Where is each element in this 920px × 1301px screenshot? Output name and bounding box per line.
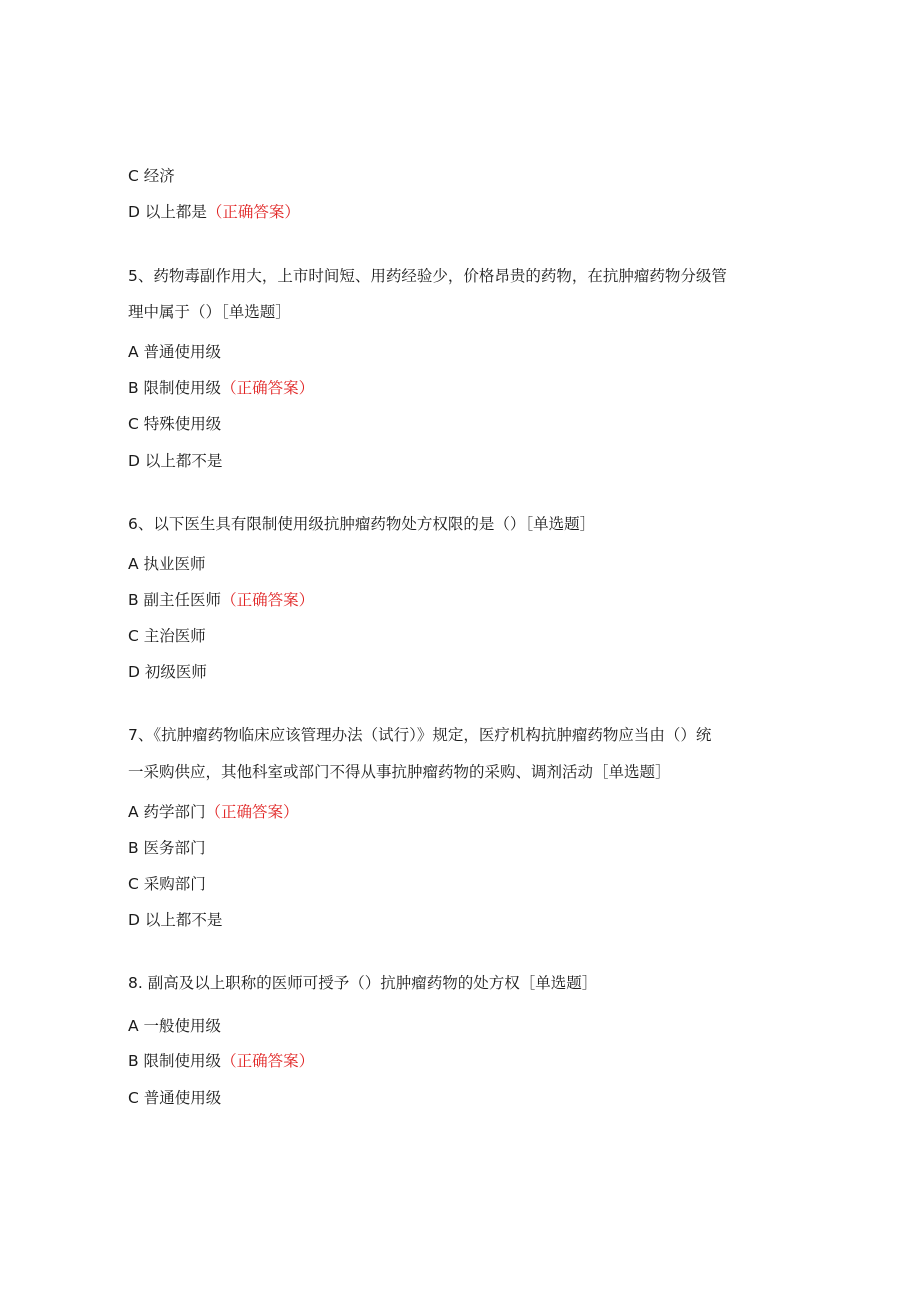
question-stem-q5-line1: 5、药物毒副作用大，上市时间短、用药经验少，价格昂贵的药物，在抗肿瘤药物分级管 <box>128 267 727 285</box>
option-text: B 副主任医师 <box>128 591 222 609</box>
option-text: C 采购部门 <box>128 875 206 893</box>
option-text: C 主治医师 <box>128 627 206 645</box>
option-q6-d <box>128 662 207 682</box>
question-stem-q6-line1: 6、以下医生具有限制使用级抗肿瘤药物处方权限的是（）［单选题］ <box>128 515 596 533</box>
option-q5-a <box>128 342 221 362</box>
option-q8-c <box>128 1088 221 1108</box>
option-text: B 医务部门 <box>128 839 206 857</box>
correct-answer-mark: （正确答案） <box>221 1052 315 1070</box>
option-text: D 以上都是 <box>128 203 207 221</box>
option-q5-c <box>128 414 221 434</box>
option-q6-a <box>128 554 206 574</box>
option-text: D 以上都不是 <box>128 911 223 929</box>
question-stem-q5-line2: 理中属于（）［单选题］ <box>128 303 291 321</box>
option-text: C 特殊使用级 <box>128 415 222 433</box>
option-text: B 限制使用级 <box>128 1052 222 1070</box>
option-q8-b <box>128 1051 314 1071</box>
option-text: D 初级医师 <box>128 663 207 681</box>
option-q5-d <box>128 451 222 471</box>
option-q7-d <box>128 910 222 930</box>
option-text: C 经济 <box>128 167 175 185</box>
correct-answer-mark: （正确答案） <box>221 379 315 397</box>
question-stem-q8-line1: 8. 副高及以上职称的医师可授予（）抗肿瘤药物的处方权［单选题］ <box>128 974 598 992</box>
option-q7-b <box>128 838 206 858</box>
option-text: A 执业医师 <box>128 555 206 573</box>
correct-answer-mark: （正确答案） <box>221 591 315 609</box>
option-text: D 以上都不是 <box>128 452 223 470</box>
option-text: C 普通使用级 <box>128 1089 222 1107</box>
correct-answer-mark: （正确答案） <box>206 203 300 221</box>
option-q7-a <box>128 802 299 822</box>
option-q8-a <box>128 1016 221 1036</box>
option-q7-c <box>128 874 206 894</box>
correct-answer-mark: （正确答案） <box>205 803 299 821</box>
option-q4-c <box>128 166 175 186</box>
option-q6-c <box>128 626 206 646</box>
option-text: A 一般使用级 <box>128 1017 222 1035</box>
question-stem-q7-line2: 一采购供应，其他科室或部门不得从事抗肿瘤药物的采购、调剂活动［单选题］ <box>128 763 671 781</box>
option-text: A 药学部门 <box>128 803 206 821</box>
option-text: A 普通使用级 <box>128 343 222 361</box>
question-stem-q7-line1: 7、《抗肿瘤药物临床应该管理办法（试行）》规定，医疗机构抗肿瘤药物应当由（）统 <box>128 726 712 744</box>
option-q5-b <box>128 378 314 398</box>
option-q4-d <box>128 202 300 222</box>
option-text: B 限制使用级 <box>128 379 222 397</box>
option-q6-b <box>128 590 314 610</box>
